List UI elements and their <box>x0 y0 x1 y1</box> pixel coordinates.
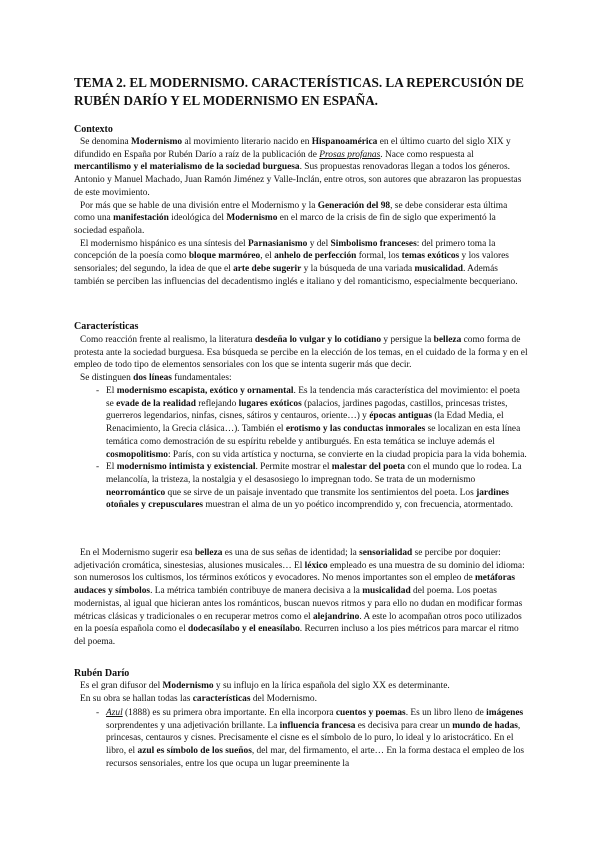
list-item <box>74 461 530 512</box>
bold-term: desdeña lo vulgar y lo cotidiano <box>254 335 382 345</box>
text-run: reflejando <box>195 398 239 409</box>
text-run: y persigue la <box>381 335 434 345</box>
bold-term: belleza <box>433 335 462 345</box>
bold-term: Parnasianismo <box>247 238 308 249</box>
text-run: Se distinguen <box>80 373 134 384</box>
text-run: se localizan en esta línea temática como demostración de su espíritu rebelde y antiburgués. En esta temática se incluye además el <box>106 424 521 447</box>
bold-term: imágenes <box>486 708 524 718</box>
text-run: Es el gran difusor del <box>80 681 163 691</box>
bold-term: lugares exóticos <box>238 398 302 409</box>
text-run: (1888) es su primera obra importante. En ella incorpora <box>122 708 336 718</box>
text-run: . Es un libro lleno de <box>405 708 487 718</box>
text-run: En el Modernismo sugerir esa <box>80 548 195 558</box>
text-run: En su obra se hallan todas las <box>80 693 193 704</box>
bold-term: léxico <box>304 560 328 571</box>
section-heading-contexto: Contexto <box>74 124 113 135</box>
text-run: es una de sus señas de identidad; la <box>222 548 360 558</box>
bold-term: evade de la realidad <box>116 398 196 409</box>
bold-term: épocas antiguas <box>369 411 432 422</box>
text-run: empleado es una muestra de su dominio del idioma: son numerosos los cultismos, los términos exóticos y evocadores. No menos importantes son el empleo de <box>74 560 525 584</box>
bold-term: modernismo intimista y existencial <box>116 462 256 473</box>
bold-term: dodecasílabo y el eneasílabo <box>188 624 300 635</box>
bold-term: erotismo y las conductas inmorales <box>285 424 426 435</box>
azul-link[interactable]: Azul <box>106 708 123 718</box>
text-run: (la Edad Media, el Renacimiento, la Grecia clásica…). También el <box>106 411 504 435</box>
text-run: al movimiento literario nacido en <box>182 137 312 147</box>
contexto-paragraph-1 <box>74 136 530 200</box>
bold-term: belleza <box>194 548 223 558</box>
bold-term: neorromántico <box>106 487 166 498</box>
text-run: como forma de protesta ante la sociedad burguesa. Esa búsqueda se percibe en la elección de los temas, en el cuidado de la forma y en el empleo de todo tipo de elementos sensoriales con los que se intenta sugerir más que decir. <box>74 335 528 371</box>
text-run: Como reacción frente al realismo, la literatura <box>80 335 255 345</box>
bold-term: manifestación <box>113 213 169 224</box>
text-run: . Es la tendencia más característica del movimiento: el poeta se <box>106 386 520 409</box>
bullet-dash: - <box>96 462 100 473</box>
text-run: . Nace como respuesta al <box>380 149 474 160</box>
text-run: con el mundo que lo rodea. La melancolía, la tristeza, la nostalgia y el desasosiego lo impregnan todo. Se trata de un modernismo <box>106 462 522 485</box>
bold-term: metáforas audaces y símbolos <box>74 573 516 597</box>
text-run: . Permite mostrar el <box>255 462 332 473</box>
bullet-dash: - <box>96 386 100 396</box>
contexto-paragraph-2 <box>74 200 530 238</box>
text-run: del poema. Los poetas modernistas, al igual que hicieran antes los románticos, buscan nuevos ritmos y para ello no dudan en modificar formas métricas clásicas y tradicionales o en recuperar metros como el <box>74 586 523 622</box>
text-run: fundamentales: <box>171 373 232 384</box>
bold-term: alejandrino <box>312 611 360 622</box>
prosas-profanas-link[interactable]: Prosas profanas <box>319 149 381 160</box>
text-run: . Sus propuestas renovadoras llegan a todos los géneros. Antonio y Manuel Machado, Juan Ramón Jiménez y Valle-Inclán, entre otros, son autores que abrazaron las propuestas de este movimiento. <box>74 162 522 198</box>
text-run: , el <box>260 251 275 262</box>
text-run: El modernismo hispánico es una síntesis del <box>80 238 248 249</box>
bold-term: Modernismo <box>131 137 183 147</box>
text-run: Por más que se hable de una división entre el Modernismo y la <box>80 200 318 211</box>
bold-term: anhelo de perfección <box>274 251 357 262</box>
caracteristicas-intro <box>74 334 530 385</box>
bold-term: sensorialidad <box>359 548 413 558</box>
text-run: : del primero toma la concepción de la poesía como <box>74 238 496 262</box>
text-run: muestran el alma de un yo poético incomprendido y, con frecuencia, atormentado. <box>203 500 514 511</box>
text-run: y la búsqueda de una variada <box>301 264 415 275</box>
text-run: ideológica del <box>168 213 227 224</box>
bold-term: malestar del poeta <box>331 462 406 473</box>
bold-term: mercantilismo y el materialismo de la sociedad burguesa <box>74 162 300 173</box>
bold-term: modernismo escapista, exótico y ornamental <box>116 386 294 396</box>
bold-term: Generación del 98 <box>317 200 391 211</box>
text-run: . A este lo acompañan otros poco utilizados en la poesía española como el <box>74 611 522 635</box>
ruben-intro <box>74 680 530 705</box>
bold-term: características <box>192 693 251 704</box>
text-run: en el marco de la crisis de fin de siglo que experimentó la sociedad española. <box>74 213 496 236</box>
text-run: del Modernismo. <box>250 693 317 704</box>
bullet-dash: - <box>96 708 100 718</box>
text-run: formal, los <box>356 251 402 262</box>
text-run: que se sirve de un paisaje inventado que transmite los sentimientos del poeta. Los <box>165 487 477 498</box>
list-item <box>74 707 530 771</box>
caracteristicas-paragraph-2 <box>74 372 530 385</box>
bold-term: cuentos y poemas <box>335 708 406 718</box>
text-run: , princesas, centauros y cisnes. Precisamente el cisne es el símbolo de lo puro, lo ideal y lo aristocrático. En el libro, el <box>106 720 521 757</box>
bold-term: Simbolismo franceses <box>330 238 417 249</box>
bold-term: cosmopolitismo <box>106 449 168 460</box>
text-run: , se debe considerar esta última como una <box>74 200 508 224</box>
text-run: El <box>106 386 117 396</box>
bold-term: influencia francesa <box>279 720 356 731</box>
text-run: sorprendentes y una adjetivación brillante. La <box>106 720 280 731</box>
list-item-text <box>106 385 530 461</box>
list-item-text <box>106 707 530 771</box>
page-title: TEMA 2. EL MODERNISMO. CARACTERÍSTICAS. LA REPERCUSIÓN DE RUBÉN DARÍO Y EL MODERNISMO EN ESPAÑA. <box>74 75 524 108</box>
contexto-body <box>74 136 530 288</box>
text-run: y los valores sensoriales; del segundo, la idea de que el <box>74 251 509 275</box>
text-run: se percibe por doquier: adjetivación cromática, sinestesias, alusiones musicales… El <box>74 548 501 571</box>
list-item <box>74 385 530 461</box>
section-heading-ruben-dario: Rubén Darío <box>74 668 130 679</box>
ruben-paragraph-2 <box>74 693 530 706</box>
text-run: . Recurren incluso a los pies métricos para marcar el ritmo del poema. <box>74 624 519 647</box>
text-run: y del <box>307 238 331 249</box>
bold-term: Modernismo <box>226 213 278 224</box>
caracteristicas-paragraph-3 <box>74 547 530 649</box>
bold-term: dos líneas <box>133 373 172 384</box>
caracteristicas-closing <box>74 547 530 649</box>
bold-term: mundo de hadas <box>452 720 518 731</box>
text-run: . La métrica también contribuye de manera decisiva a la <box>150 586 363 597</box>
text-run: : París, con su vida artística y nocturna, se convierte en la ciudad propicia para la vida bohemia. <box>167 449 527 460</box>
text-run: , del mar, del firmamento, el arte… En la forma destaca el empleo de los recursos sensoriales, entre los que ocupa un lugar preeminente la <box>106 746 525 769</box>
section-heading-caracteristicas: Características <box>74 321 139 332</box>
bold-term: musicalidad <box>414 264 463 275</box>
text-run: es decisiva para crear un <box>355 720 453 731</box>
ruben-list <box>74 707 530 771</box>
caracteristicas-list <box>74 385 530 512</box>
bold-term: Modernismo <box>162 681 214 691</box>
bold-term: jardines otoñales y crepusculares <box>106 487 509 511</box>
text-run: y su influjo en la lírica española del siglo XX es determinante. <box>213 681 450 691</box>
bold-term: musicalidad <box>362 586 411 597</box>
list-item-text <box>106 461 530 512</box>
caracteristicas-paragraph-1 <box>74 334 530 372</box>
bold-term: bloque marmóreo <box>188 251 261 262</box>
text-run: Se denomina <box>80 137 132 147</box>
bold-term: Hispanoamérica <box>311 137 378 147</box>
bold-term: arte debe sugerir <box>233 264 302 275</box>
ruben-paragraph-1 <box>74 680 530 693</box>
bold-term: temas exóticos <box>401 251 460 262</box>
text-run: en el último cuarto del siglo XIX y difundido en España por Rubén Darío a raíz de la publicación de <box>74 137 511 160</box>
contexto-paragraph-3 <box>74 238 530 289</box>
text-run: El <box>106 462 117 473</box>
bold-term: azul es símbolo de los sueños <box>137 746 252 757</box>
text-run: (palacios, jardines pagodas, castillos, princesas tristes, guerreros legendarios, ninfas, cisnes, sátiros y centauros, oriente…) y <box>106 398 508 422</box>
text-run: . Además también se perciben las influencias del decadentismo inglés e italiano y del romanticismo, especialmente becqueriano. <box>74 264 518 287</box>
